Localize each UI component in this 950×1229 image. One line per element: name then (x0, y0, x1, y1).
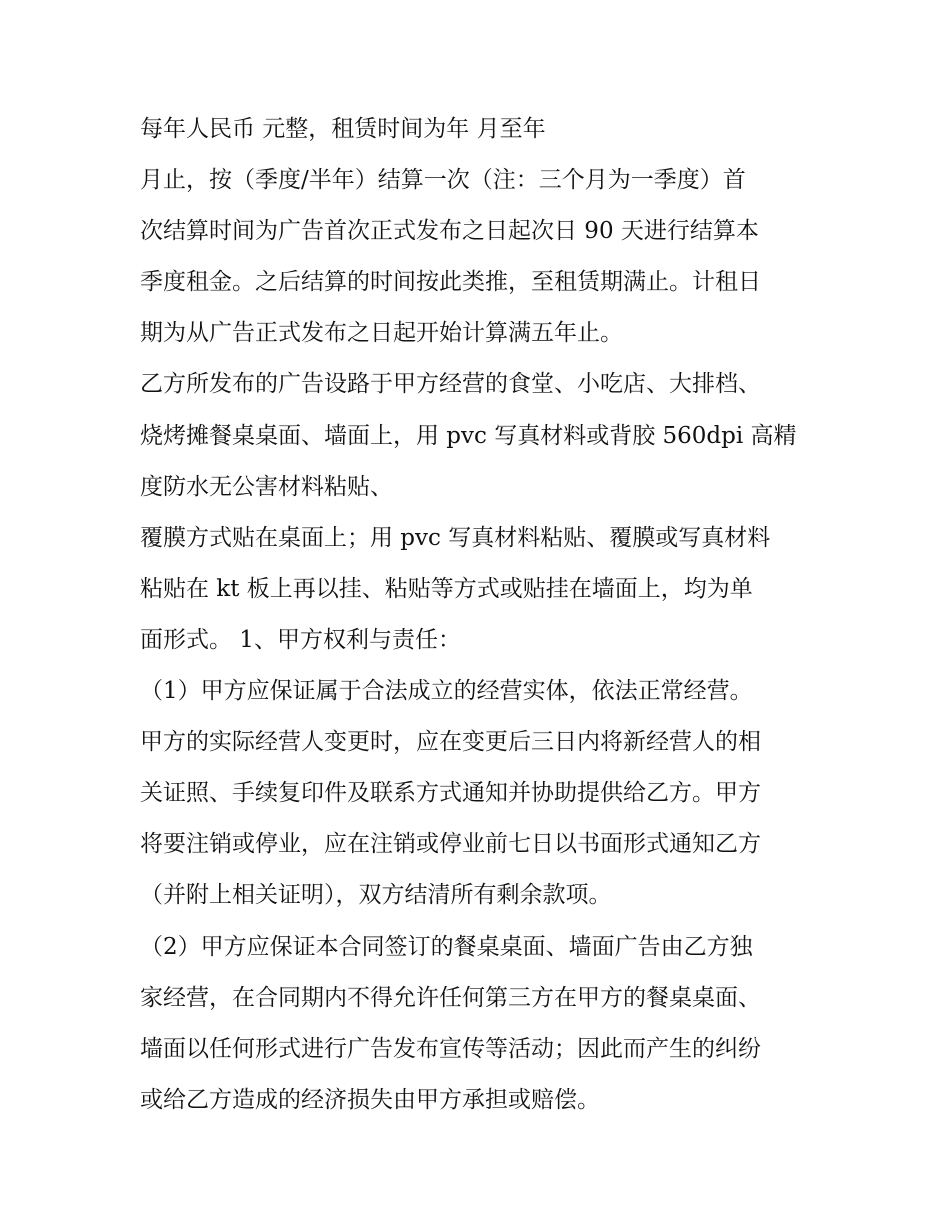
text-line: 期为从广告正式发布之日起开始计算满五年止。 (140, 320, 623, 347)
text-line: 墙面以任何形式进行广告发布宣传等活动；因此而产生的纠纷 (140, 1035, 761, 1062)
text-line: （1）甲方应保证属于合法成立的经营实体，依法正常经营。 (140, 678, 753, 705)
text-line: 乙方所发布的广告设路于甲方经营的食堂、小吃店、大排档、 (140, 371, 761, 398)
text-line: 将要注销或停业，应在注销或停业前七日以书面形式通知乙方 (140, 831, 761, 858)
text-line: 月止，按（季度/半年）结算一次（注：三个月为一季度）首 (140, 167, 746, 194)
text-line: 粘贴在 kt 板上再以挂、粘贴等方式或贴挂在墙面上，均为单 (140, 575, 753, 602)
text-line: 次结算时间为广告首次正式发布之日起次日 90 天进行结算本 (140, 218, 759, 245)
text-line: （2）甲方应保证本合同签订的餐桌桌面、墙面广告由乙方独 (140, 933, 753, 960)
contract-body-text (140, 104, 830, 1126)
text-line: 季度租金。之后结算的时间按此类推，至租赁期满止。计租日 (140, 269, 761, 296)
text-line: 或给乙方造成的经济损失由甲方承担或赔偿。 (140, 1086, 600, 1113)
text-line: 家经营，在合同期内不得允许任何第三方在甲方的餐桌桌面、 (140, 984, 761, 1011)
text-line: 甲方的实际经营人变更时，应在变更后三日内将新经营人的相 (140, 729, 761, 756)
text-line: 关证照、手续复印件及联系方式通知并协助提供给乙方。甲方 (140, 780, 761, 807)
text-line: 度防水无公害材料粘贴、 (140, 473, 393, 500)
text-line: 覆膜方式贴在桌面上；用 pvc 写真材料粘贴、覆膜或写真材料 (140, 524, 771, 551)
text-line: 面形式。 1、甲方权利与责任： (140, 626, 461, 653)
text-line: （并附上相关证明），双方结清所有剩余款项。 (140, 882, 612, 909)
text-line: 烧烤摊餐桌桌面、墙面上，用 pvc 写真材料或背胶 560dpi 高精 (140, 422, 797, 449)
text-line: 每年人民币 元整，租赁时间为年 月至年 (140, 116, 546, 142)
